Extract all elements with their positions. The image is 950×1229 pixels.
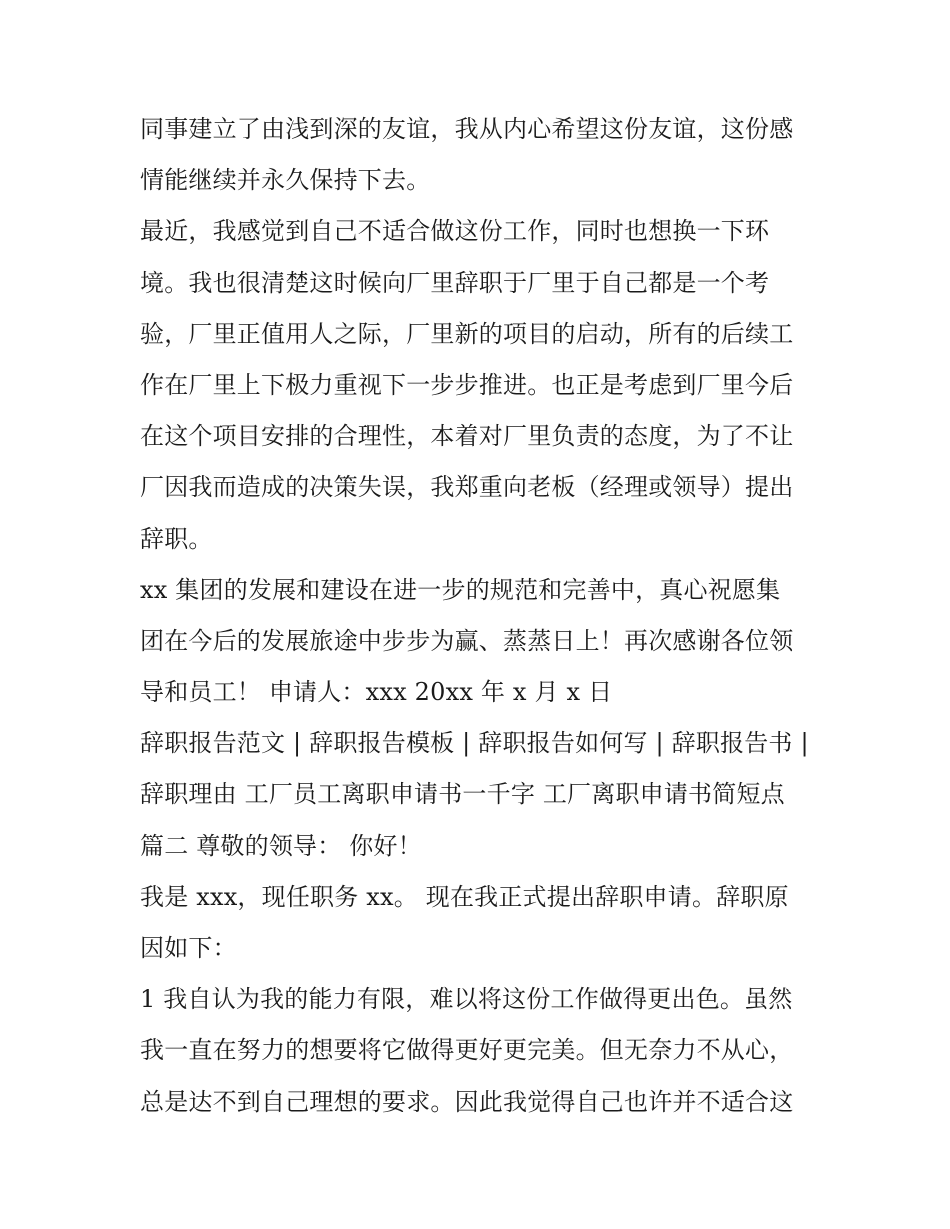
text-line: 我是 xxx，现任职务 xx。 现在我正式提出辞职申请。辞职原 [140,882,789,911]
text-line: 同事建立了由浅到深的友谊，我从内心希望这份友谊，这份感 [140,115,794,143]
text-line: 情能继续并永久保持下去。 [140,166,431,195]
text-line: 辞职报告范文 | 辞职报告模板 | 辞职报告如何写 | 辞职报告书 | [140,729,809,758]
text-line: 在这个项目安排的合理性，本着对厂里负责的态度，为了不让 [140,422,794,451]
text-line: 验，厂里正值用人之际，厂里新的项目的启动，所有的后续工 [140,319,794,348]
text-line: 1 我自认为我的能力有限，难以将这份工作做得更出色。虽然 [140,985,793,1014]
text-line: 导和员工！ 申请人：xxx 20xx 年 x 月 x 日 [140,678,613,707]
text-line: 团在今后的发展旅途中步步为赢、蒸蒸日上！再次感谢各位领 [140,626,794,655]
text-line: 最近，我感觉到自己不适合做这份工作，同时也想换一下环 [140,217,770,246]
text-line: 作在厂里上下极力重视下一步步推进。也正是考虑到厂里今后 [140,370,794,399]
text-line: 总是达不到自己理想的要求。因此我觉得自己也许并不适合这 [140,1087,794,1116]
text-line: 辞职。 [140,524,213,553]
text-line: 篇二 尊敬的领导： 你好！ [140,831,422,860]
text-line: 因如下： [140,934,237,962]
text-line: 辞职理由 工厂员工离职申请书一千字 工厂离职申请书简短点 [140,780,785,809]
text-line: 境。我也很清楚这时候向厂里辞职于厂里于自己都是一个考 [140,268,770,297]
text-line: 厂因我而造成的决策失误，我郑重向老板（经理或领导）提出 [140,473,794,502]
text-line: xx 集团的发展和建设在进一步的规范和完善中，真心祝愿集 [140,575,781,604]
text-line: 我一直在努力的想要将它做得更好更完美。但无奈力不从心， [140,1036,794,1065]
document-body [140,104,815,1128]
